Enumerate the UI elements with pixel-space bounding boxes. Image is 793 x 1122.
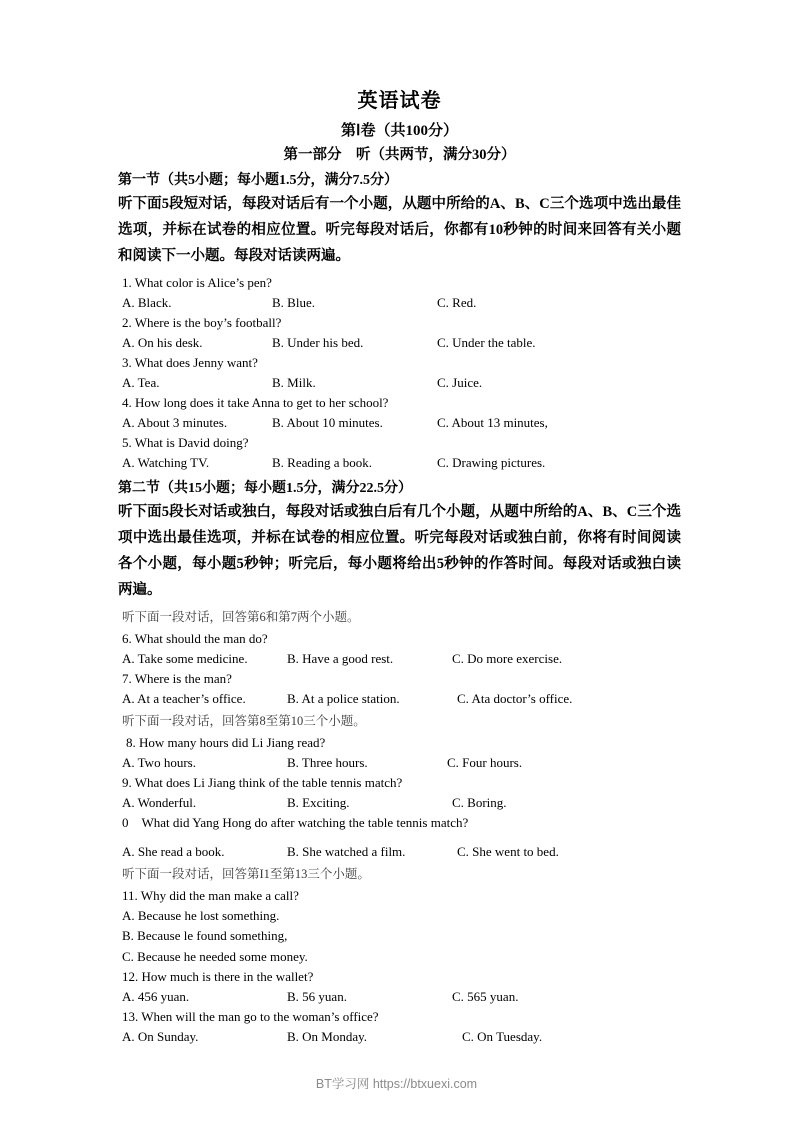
question-number: 7. — [122, 671, 132, 686]
question-number: 13. — [122, 1009, 139, 1024]
question-options — [118, 987, 681, 1007]
question-text: What does Li Jiang think of the table tennis match? — [134, 775, 403, 790]
option-c: C. She went to bed. — [457, 843, 559, 859]
question-text: How long does it take Anna to get to her school? — [135, 395, 389, 410]
question-stem — [118, 393, 681, 413]
option-c: C. Under the table. — [437, 334, 536, 350]
question-text: What is David doing? — [134, 435, 249, 450]
question-number: 1. — [122, 275, 132, 290]
question-options — [118, 1027, 681, 1047]
question-number: 0 — [122, 815, 129, 830]
question-stem — [118, 813, 681, 833]
part-one-label: 第一部分 听（共两节，满分30分） — [283, 147, 516, 163]
question-text: What should the man do? — [134, 631, 268, 646]
option-b: B. At a police station. — [287, 690, 400, 706]
question-options — [118, 926, 681, 946]
question-number: 8. — [126, 735, 136, 750]
question-stem — [118, 1007, 681, 1027]
question-text: What color is Alice’s pen? — [134, 275, 272, 290]
question-stem — [118, 313, 681, 333]
option-a: A. Take some medicine. — [122, 650, 248, 666]
question-number: 4. — [122, 395, 132, 410]
question-text: What does Jenny want? — [134, 355, 258, 370]
option-b: B. About 10 minutes. — [272, 414, 383, 430]
option-c: C. Drawing pictures. — [437, 454, 546, 470]
option-c: C. Red. — [437, 294, 477, 310]
question-options — [118, 906, 681, 926]
option-a: A. 456 yuan. — [122, 988, 190, 1004]
listening-note-11-13: 听下面一段对话，回答第I1至第13三个小题。 — [122, 867, 370, 881]
option-b: B. On Monday. — [287, 1028, 368, 1044]
question-options — [118, 333, 681, 353]
option-a: A. About 3 minutes. — [122, 414, 228, 430]
option-c: C. Because he needed some money. — [122, 948, 308, 964]
option-a: A. On Sunday. — [122, 1028, 199, 1044]
option-b: B. 56 yuan. — [287, 988, 347, 1004]
question-text: Where is the boy’s football? — [134, 315, 282, 330]
option-c: C. Four hours. — [447, 754, 523, 770]
question-text: How many hours did Li Jiang read? — [139, 735, 326, 750]
listening-note-8-10: 听下面一段对话，回答第8至第10三个小题。 — [122, 714, 366, 728]
option-a: A. Tea. — [122, 374, 160, 390]
question-number: 11. — [122, 888, 138, 903]
question-stem — [118, 433, 681, 453]
question-options — [118, 753, 681, 773]
question-number: 6. — [122, 631, 132, 646]
question-stem — [118, 629, 681, 649]
question-options — [118, 842, 681, 862]
question-options — [118, 689, 681, 709]
page-title: 英语试卷 — [357, 90, 442, 112]
question-options — [118, 947, 681, 967]
question-number: 5. — [122, 435, 132, 450]
option-c: C. Do more exercise. — [452, 650, 563, 666]
question-stem — [118, 669, 681, 689]
listening-note-6-7: 听下面一段对话，回答第6和第7两个小题。 — [122, 610, 360, 624]
site-watermark: BT学习网 https://btxuexi.com — [315, 1077, 478, 1091]
option-b: B. Blue. — [272, 294, 315, 310]
option-c: C. Juice. — [437, 374, 483, 390]
question-stem — [118, 886, 681, 906]
option-a: A. She read a book. — [122, 843, 225, 859]
question-options — [118, 649, 681, 669]
question-options — [118, 413, 681, 433]
option-c: C. Boring. — [452, 794, 507, 810]
question-text: Where is the man? — [134, 671, 232, 686]
question-options — [118, 373, 681, 393]
option-c: C. About 13 minutes, — [437, 414, 548, 430]
section-one-instructions: 听下面5段短对话，每段对话后有一个小题，从题中所给的A、B、C三个选项中选出最佳选项，并标在试卷的相应位置。听完每段对话后，你都有10秒钟的时间来回答有关小题和阅读下一小题。每段对话读两遍。 — [118, 196, 681, 264]
section-two-heading: 第二节（共15小题；每小题1.5分，满分22.5分） — [118, 481, 412, 496]
question-text: Why did the man make a call? — [140, 888, 299, 903]
question-options — [118, 793, 681, 813]
option-b: B. Reading a book. — [272, 454, 373, 470]
option-b: B. Exciting. — [287, 794, 350, 810]
option-a: A. At a teacher’s office. — [122, 690, 246, 706]
option-a: A. Because he lost something. — [122, 907, 280, 923]
option-c: C. On Tuesday. — [462, 1028, 543, 1044]
question-stem — [118, 353, 681, 373]
option-b: B. Because le found something, — [122, 928, 288, 943]
question-number: 2. — [122, 315, 132, 330]
option-c: C. 565 yuan. — [452, 988, 519, 1004]
option-b: B. She watched a film. — [287, 843, 406, 859]
question-options — [118, 293, 681, 313]
paper-label: 第Ⅰ卷（共100分） — [341, 123, 458, 139]
question-stem — [118, 773, 681, 793]
question-text: When will the man go to the woman’s office? — [141, 1009, 379, 1024]
section-one-heading: 第一节（共5小题；每小题1.5分，满分7.5分） — [118, 173, 398, 188]
option-b: B. Milk. — [272, 374, 316, 390]
question-text: What did Yang Hong do after watching the table tennis match? — [141, 815, 469, 830]
option-b: B. Have a good rest. — [287, 650, 394, 666]
question-stem — [118, 273, 681, 293]
option-b: B. Three hours. — [287, 754, 368, 770]
option-a: A. Watching TV. — [122, 454, 210, 470]
option-a: A. Wonderful. — [122, 794, 197, 810]
question-text: How much is there in the wallet? — [141, 969, 314, 984]
option-a: A. On his desk. — [122, 334, 203, 350]
question-stem — [118, 967, 681, 987]
question-stem — [118, 733, 681, 753]
question-number: 12. — [122, 969, 139, 984]
section-two-instructions: 听下面5段长对话或独白，每段对话或独白后有几个小题，从题中所给的A、B、C三个选项中选出最佳选项，并标在试卷的相应位置。听完每段对话或独白前，你将有时间阅读各个小题，每小题5秒钟；听完后，每小题将给出5秒钟的作答时间。每段对话或独白读两遍。 — [118, 504, 681, 598]
question-number: 3. — [122, 355, 132, 370]
option-b: B. Under his bed. — [272, 334, 364, 350]
option-a: A. Black. — [122, 294, 172, 310]
option-a: A. Two hours. — [122, 754, 196, 770]
question-options — [118, 453, 681, 473]
question-number: 9. — [122, 775, 132, 790]
option-c: C. Ata doctor’s office. — [457, 690, 573, 706]
